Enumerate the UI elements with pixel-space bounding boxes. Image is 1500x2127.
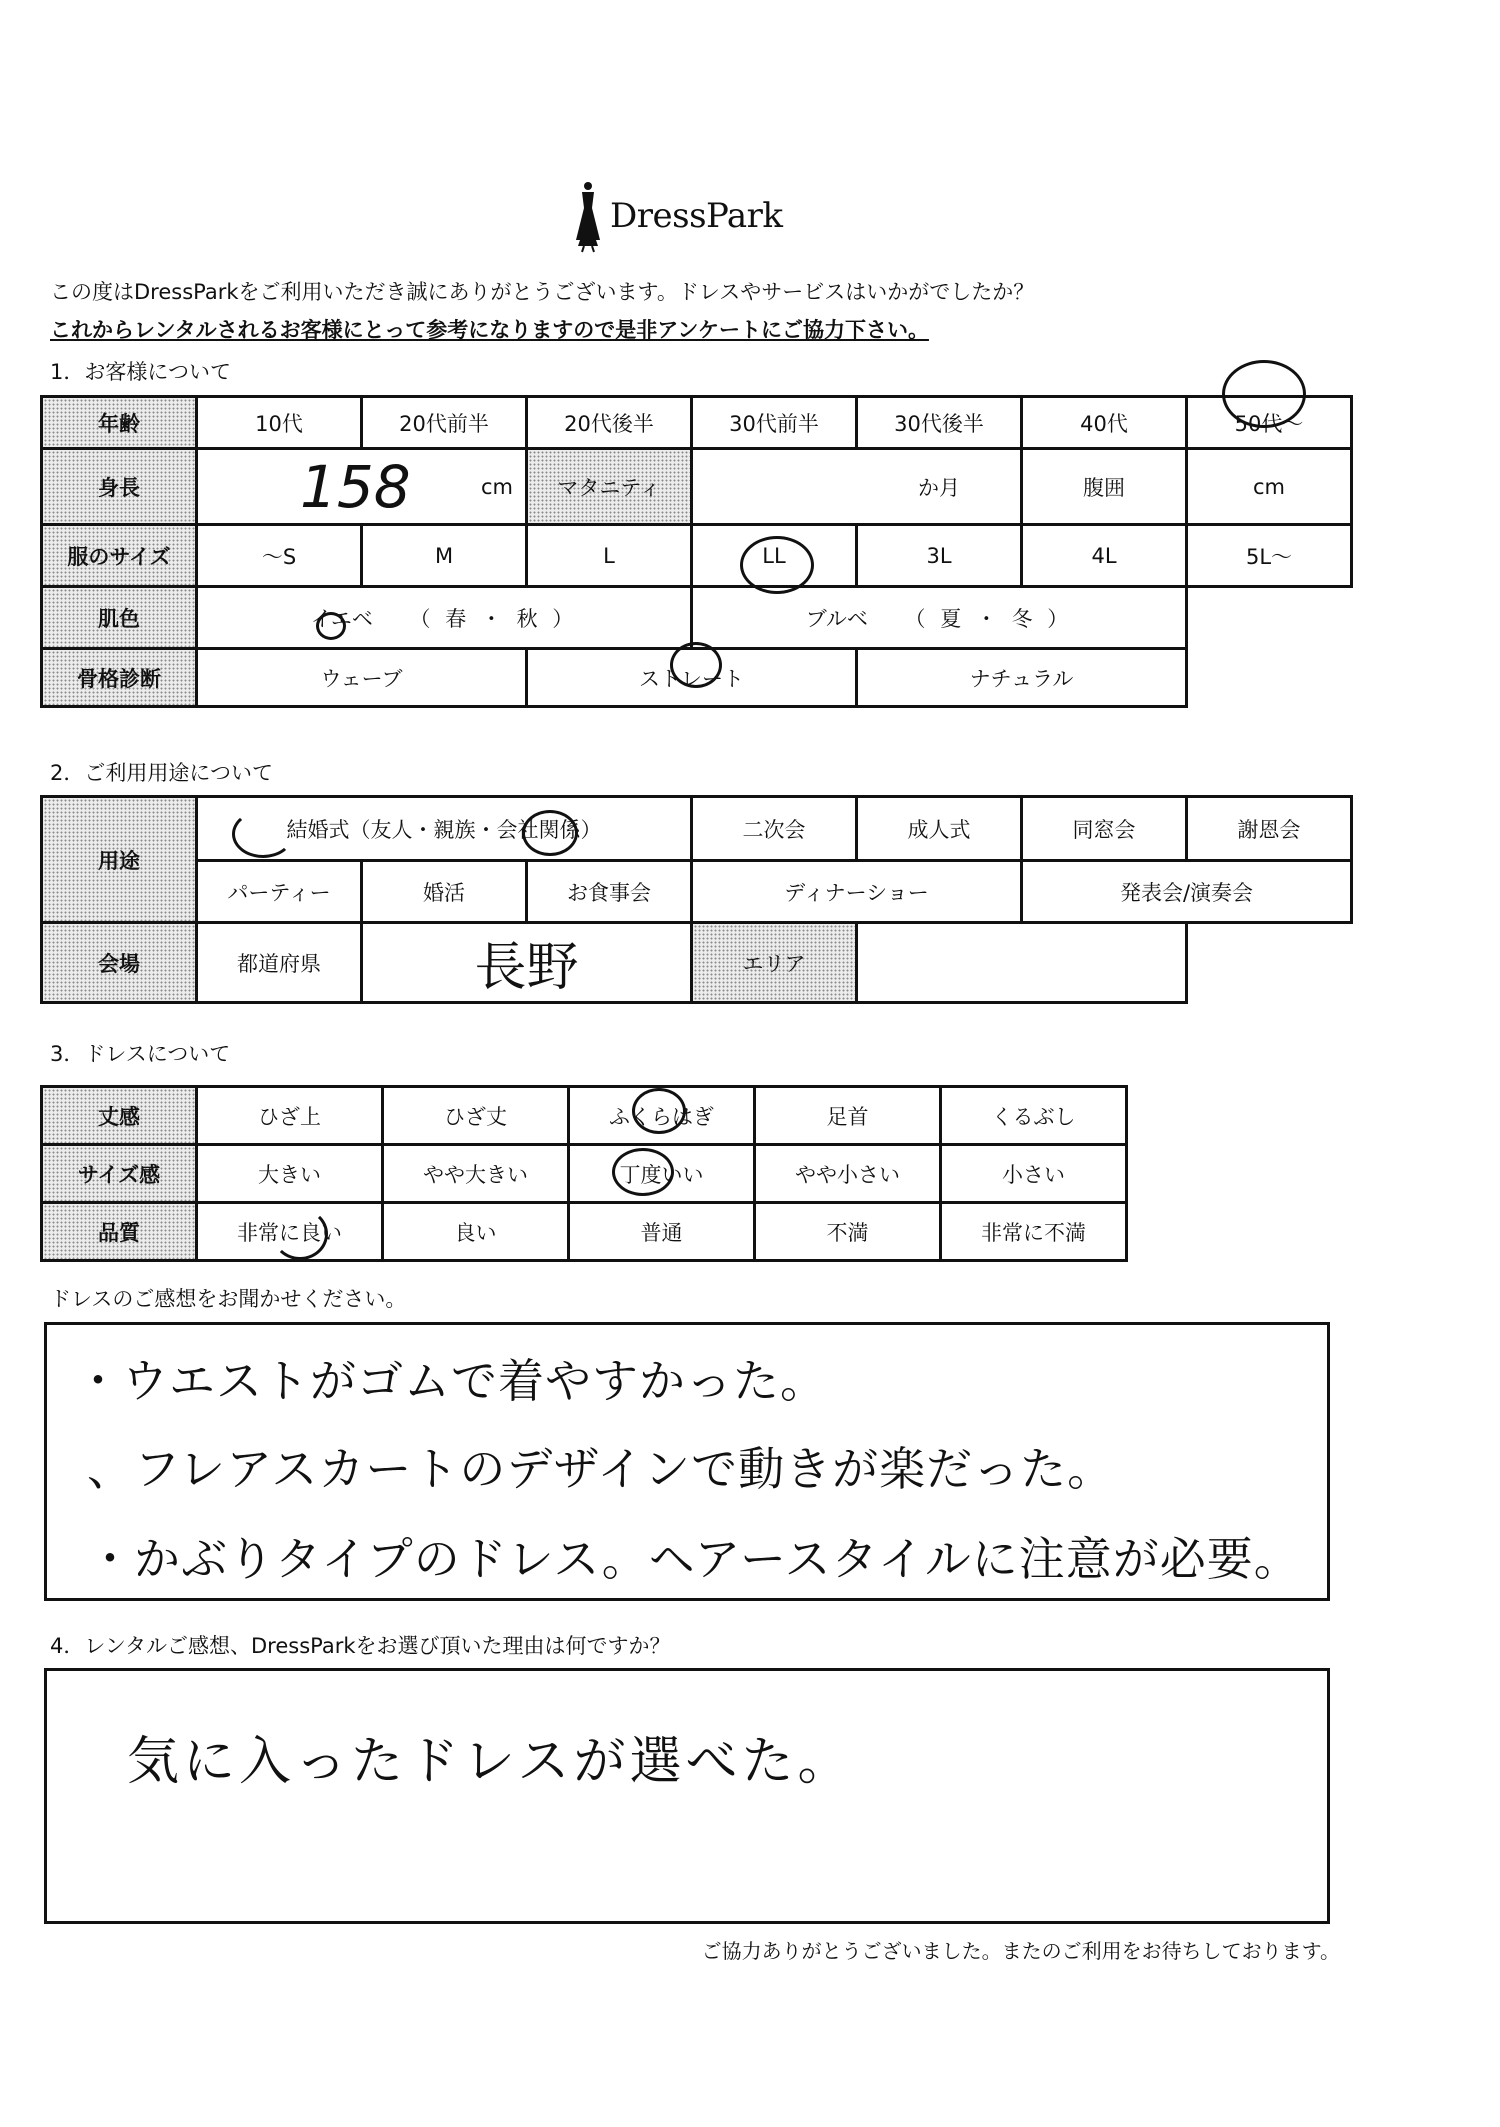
impression-label: ドレスのご感想をお聞かせください。 [50,1287,407,1311]
skin-blue-sub: ・ [975,606,1001,631]
fit-row [42,1145,1127,1203]
waist-unit: cm [1252,474,1285,499]
quality-option-selected[interactable]: 非常に良い [197,1203,383,1261]
quality-selection-mark [272,1208,328,1260]
skin-row [42,587,1352,649]
skin-blue-label: ブルベ [805,606,868,631]
prefecture-value-cell[interactable] [362,923,692,1003]
usage-option[interactable]: 二次会 [692,797,857,861]
age-option[interactable]: 30代前半 [692,397,857,449]
empty-cell [1187,649,1352,707]
wedding-selection-mark [232,810,294,858]
length-option-selected[interactable]: ふくらはぎ [569,1087,755,1145]
size-option[interactable]: 5L～ [1187,525,1352,587]
skin-yellow-sub: 秋 [516,606,542,631]
quality-option[interactable]: 非常に不満 [941,1203,1127,1261]
section4-title: 4．レンタルご感想、DressParkをお選び頂いた理由は何ですか？ [50,1634,671,1658]
length-label: 丈感 [42,1087,197,1145]
logo-text: DressPark [610,196,783,236]
venue-label: 会場 [42,923,197,1003]
skin-label: 肌色 [42,587,197,649]
area-label: エリア [692,923,857,1003]
skin-yellow-sub: （ [409,606,435,631]
fit-selection-circle [612,1148,674,1196]
usage-label: 用途 [42,797,197,923]
quality-label: 品質 [42,1203,197,1261]
impression-box[interactable] [44,1322,1330,1601]
usage-option[interactable]: 謝恩会 [1187,797,1352,861]
length-option[interactable]: ひざ丈 [383,1087,569,1145]
age-option[interactable]: 20代後半 [527,397,692,449]
height-unit: cm [480,474,513,499]
area-value-cell[interactable] [857,923,1187,1003]
usage-option[interactable]: 発表会/演奏会 [1022,861,1352,923]
thanks-text: ご協力ありがとうございました。またのご利用をお待ちしております。 [701,1939,1340,1963]
height-value-cell[interactable] [197,449,527,525]
length-selection-circle [632,1088,686,1134]
section3-title: 3．ドレスについて [50,1042,231,1066]
age-option[interactable]: 30代後半 [857,397,1022,449]
prefecture-value: 長野 [474,938,579,998]
height-value: 158 [300,452,411,521]
quality-row [42,1203,1127,1261]
usage-option[interactable]: 成人式 [857,797,1022,861]
fit-option[interactable]: 大きい [197,1145,383,1203]
skin-blue-sub: （ [904,606,930,631]
age-option[interactable]: 40代 [1022,397,1187,449]
skin-mark-circle [316,612,346,640]
skin-yellow-cell[interactable] [197,587,692,649]
usage-row-2 [42,861,1352,923]
company-selection-circle [522,810,578,856]
quality-option[interactable]: 不満 [755,1203,941,1261]
age-label: 年齢 [42,397,197,449]
size-option-selected[interactable]: LL [692,525,857,587]
size-option[interactable]: L [527,525,692,587]
length-option[interactable]: くるぶし [941,1087,1127,1145]
size-option[interactable]: ～S [197,525,362,587]
size-option[interactable]: 3L [857,525,1022,587]
intro-request-text: これからレンタルされるお客様にとって参考になりますので是非アンケートにご協力下さい。 [50,318,929,342]
empty-cell [1187,587,1352,649]
dress-table [40,1085,1128,1262]
size-option[interactable]: 4L [1022,525,1187,587]
maternity-label: マタニティ [527,449,692,525]
length-option[interactable]: ひざ上 [197,1087,383,1145]
dress-icon [570,180,606,254]
age-selection-circle [1222,360,1306,428]
size-row [42,525,1352,587]
skeleton-selection-circle [670,642,722,688]
waist-label: 腹囲 [1022,449,1187,525]
fit-option[interactable]: 小さい [941,1145,1127,1203]
quality-option[interactable]: 普通 [569,1203,755,1261]
usage-option[interactable]: パーティー [197,861,362,923]
length-option[interactable]: 足首 [755,1087,941,1145]
fit-option[interactable]: やや小さい [755,1145,941,1203]
fit-label: サイズ感 [42,1145,197,1203]
skin-blue-sub: 夏 [940,606,966,631]
skeleton-option-selected[interactable]: ストレート [527,649,857,707]
skin-yellow-sub: ） [552,606,578,631]
usage-option[interactable]: 同窓会 [1022,797,1187,861]
age-option[interactable]: 20代前半 [362,397,527,449]
skin-blue-sub: 冬 [1011,606,1037,631]
size-label: 服のサイズ [42,525,197,587]
skeleton-label: 骨格診断 [42,649,197,707]
fit-option-selected[interactable]: 丁度いい [569,1145,755,1203]
reason-answer: 気に入ったドレスが選べた。 [127,1732,854,1792]
age-option-selected[interactable]: 50代～ [1187,397,1352,449]
size-selection-circle [740,536,814,594]
age-row [42,397,1352,449]
prefecture-label: 都道府県 [197,923,362,1003]
section2-title: 2．ご利用用途について [50,761,273,785]
maternity-unit: か月 [918,475,960,500]
intro-text: この度はDressParkをご利用いただき誠にありがとうございます。ドレスやサービスはいかがでしたか？ [50,280,1035,304]
skeleton-option[interactable]: ナチュラル [857,649,1187,707]
impression-line: ・かぶりタイプのドレス。ヘアースタイルに注意が必要。 [87,1532,1301,1586]
usage-option[interactable]: ディナーショー [692,861,1022,923]
age-option[interactable]: 10代 [197,397,362,449]
fit-option[interactable]: やや大きい [383,1145,569,1203]
skin-yellow-label: イエベ [310,606,373,631]
size-option[interactable]: M [362,525,527,587]
maternity-cell[interactable] [692,449,1022,525]
section1-title: 1．お客様について [50,360,231,384]
skin-blue-sub: ） [1047,606,1073,631]
skeleton-option[interactable]: ウェーブ [197,649,527,707]
venue-row [42,923,1352,1003]
reason-box[interactable] [44,1668,1330,1924]
usage-option[interactable]: 婚活 [362,861,527,923]
skin-blue-cell[interactable] [692,587,1187,649]
skin-yellow-sub: ・ [480,606,506,631]
quality-option[interactable]: 良い [383,1203,569,1261]
usage-option-wedding[interactable]: 結婚式（友人・親族・会社関係） [197,797,692,861]
skin-yellow-sub: 春 [445,606,471,631]
length-row [42,1087,1127,1145]
impression-line: 、フレアスカートのデザインで動きが楽だった。 [87,1442,1115,1496]
usage-option[interactable]: お食事会 [527,861,692,923]
waist-cell[interactable] [1187,449,1352,525]
impression-line: ・ウエストがゴムで着やすかった。 [75,1354,827,1408]
height-label: 身長 [42,449,197,525]
dresspark-logo [570,180,810,260]
empty-cell [1187,923,1352,1003]
height-row [42,449,1352,525]
